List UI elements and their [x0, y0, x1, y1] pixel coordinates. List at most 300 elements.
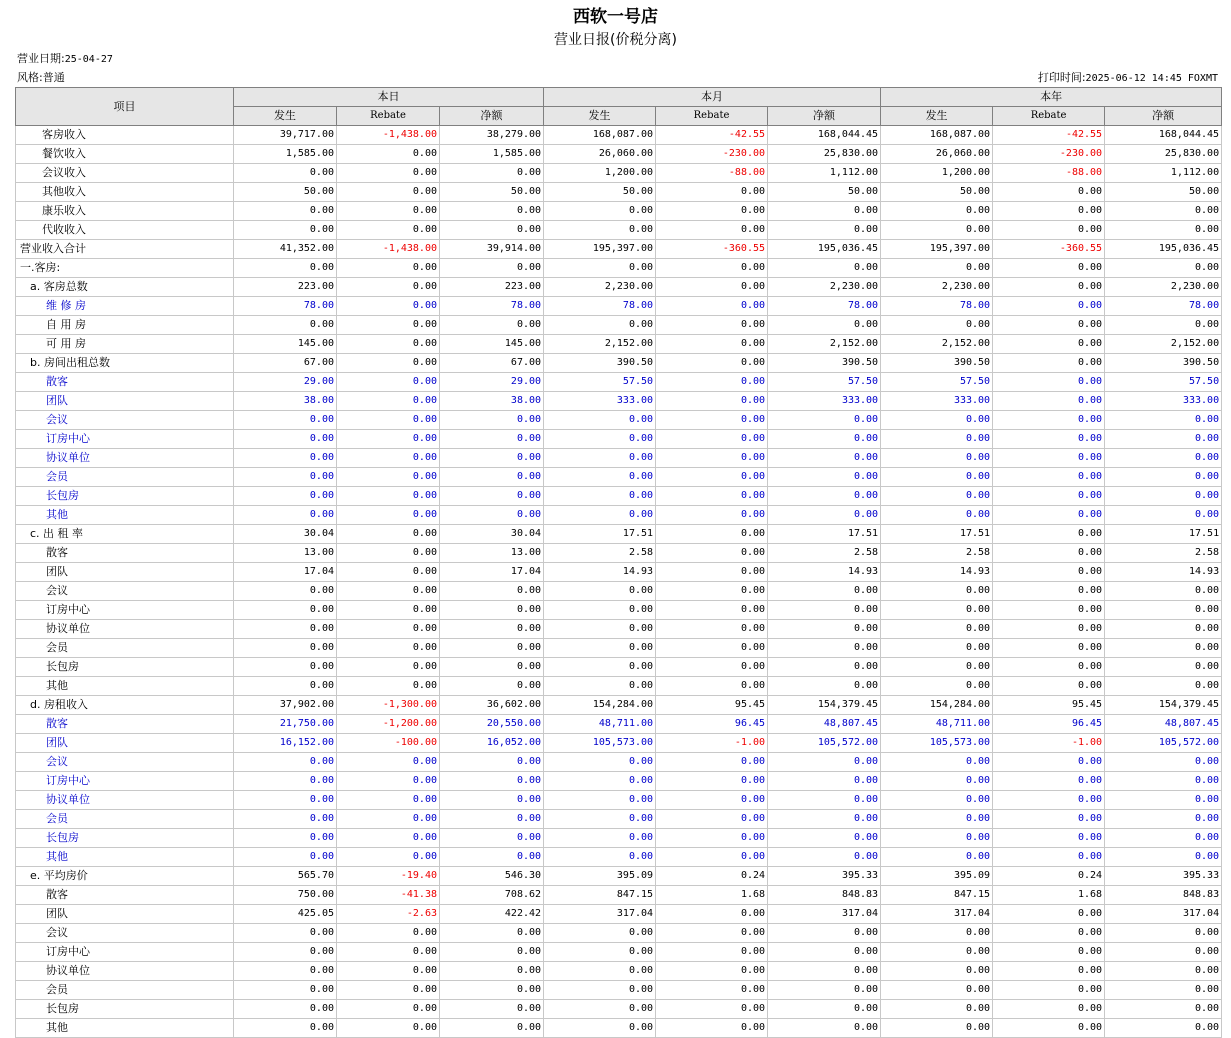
cell-value: 0.00	[544, 316, 656, 335]
cell-value: 0.00	[337, 297, 440, 316]
cell-value: 0.00	[337, 525, 440, 544]
table-row	[16, 544, 1222, 563]
table-row	[16, 734, 1222, 753]
cell-value: 0.00	[544, 601, 656, 620]
cell-value: 0.00	[1105, 487, 1222, 506]
cell-value: 96.45	[656, 715, 768, 734]
cell-value: 0.00	[881, 411, 993, 430]
cell-value: 0.00	[337, 563, 440, 582]
cell-value: -360.55	[993, 240, 1105, 259]
cell-value: 0.00	[656, 924, 768, 943]
cell-value: 0.00	[656, 525, 768, 544]
cell-value: -230.00	[993, 145, 1105, 164]
table-row	[16, 791, 1222, 810]
cell-value: 0.00	[656, 278, 768, 297]
table-row	[16, 905, 1222, 924]
cell-value: 0.00	[656, 639, 768, 658]
cell-value: 26,060.00	[881, 145, 993, 164]
cell-value: 0.00	[993, 468, 1105, 487]
cell-value: 0.00	[768, 202, 881, 221]
cell-value: 0.00	[234, 677, 337, 696]
cell-value: 0.00	[337, 1000, 440, 1019]
cell-value: 0.00	[656, 582, 768, 601]
cell-value: 13.00	[234, 544, 337, 563]
cell-value: 333.00	[544, 392, 656, 411]
cell-value: 0.00	[544, 791, 656, 810]
cell-value: 21,750.00	[234, 715, 337, 734]
cell-value: 0.00	[1105, 962, 1222, 981]
cell-value: 390.50	[1105, 354, 1222, 373]
cell-value: 168,087.00	[544, 126, 656, 145]
group-header-year: 本年	[881, 88, 1222, 107]
cell-value: 0.00	[234, 829, 337, 848]
cell-value: 0.00	[656, 183, 768, 202]
table-row	[16, 373, 1222, 392]
row-label: 康乐收入	[16, 202, 234, 221]
table-row	[16, 582, 1222, 601]
cell-value: 168,044.45	[768, 126, 881, 145]
cell-value: 0.00	[993, 563, 1105, 582]
table-row	[16, 677, 1222, 696]
cell-value: 223.00	[440, 278, 544, 297]
cell-value: 0.00	[440, 316, 544, 335]
cell-value: 317.04	[768, 905, 881, 924]
row-label: 维 修 房	[16, 297, 234, 316]
business-date-label: 营业日期:	[17, 52, 65, 65]
cell-value: 0.00	[440, 848, 544, 867]
row-label: 其他	[16, 1019, 234, 1038]
cell-value: 0.00	[768, 677, 881, 696]
cell-value: 0.00	[881, 601, 993, 620]
cell-value: 17.51	[1105, 525, 1222, 544]
row-label: 会议	[16, 924, 234, 943]
cell-value: 0.00	[1105, 639, 1222, 658]
cell-value: 0.00	[337, 829, 440, 848]
cell-value: 0.00	[881, 316, 993, 335]
cell-value: 30.04	[234, 525, 337, 544]
cell-value: 0.00	[993, 905, 1105, 924]
table-row	[16, 924, 1222, 943]
cell-value: 0.00	[881, 202, 993, 221]
cell-value: 0.00	[656, 1019, 768, 1038]
cell-value: 0.00	[544, 981, 656, 1000]
cell-value: 1,112.00	[1105, 164, 1222, 183]
cell-value: 0.00	[234, 620, 337, 639]
cell-value: 847.15	[881, 886, 993, 905]
cell-value: 0.00	[768, 924, 881, 943]
cell-value: 0.00	[544, 221, 656, 240]
cell-value: 0.00	[337, 145, 440, 164]
cell-value: 0.00	[234, 506, 337, 525]
cell-value: 154,284.00	[544, 696, 656, 715]
cell-value: 0.00	[993, 848, 1105, 867]
cell-value: 0.00	[656, 221, 768, 240]
item-column-header: 项目	[16, 88, 234, 126]
cell-value: 0.00	[544, 1000, 656, 1019]
cell-value: 0.00	[993, 810, 1105, 829]
cell-value: 17.51	[881, 525, 993, 544]
cell-value: 0.00	[993, 449, 1105, 468]
cell-value: 48,711.00	[544, 715, 656, 734]
table-row	[16, 658, 1222, 677]
cell-value: 0.00	[881, 943, 993, 962]
row-label: 订房中心	[16, 772, 234, 791]
cell-value: 57.50	[768, 373, 881, 392]
cell-value: 0.00	[1105, 1019, 1222, 1038]
cell-value: 0.00	[234, 791, 337, 810]
cell-value: 0.00	[440, 1000, 544, 1019]
cell-value: 0.00	[993, 525, 1105, 544]
cell-value: 0.00	[993, 924, 1105, 943]
cell-value: 0.00	[768, 430, 881, 449]
cell-value: 0.00	[234, 1000, 337, 1019]
cell-value: 0.00	[768, 259, 881, 278]
cell-value: 0.00	[234, 753, 337, 772]
table-row	[16, 829, 1222, 848]
cell-value: 2,230.00	[1105, 278, 1222, 297]
cell-value: 0.00	[544, 943, 656, 962]
cell-value: 57.50	[544, 373, 656, 392]
cell-value: 0.00	[1105, 221, 1222, 240]
cell-value: 708.62	[440, 886, 544, 905]
cell-value: 0.00	[234, 848, 337, 867]
cell-value: 395.33	[768, 867, 881, 886]
cell-value: 105,573.00	[881, 734, 993, 753]
table-row	[16, 240, 1222, 259]
cell-value: -1.00	[993, 734, 1105, 753]
cell-value: 0.00	[544, 582, 656, 601]
table-row	[16, 601, 1222, 620]
cell-value: 0.00	[656, 354, 768, 373]
table-row	[16, 316, 1222, 335]
sub-header-rebate: Rebate	[993, 107, 1105, 126]
cell-value: 317.04	[544, 905, 656, 924]
cell-value: 0.00	[768, 981, 881, 1000]
row-label: 团队	[16, 734, 234, 753]
cell-value: 395.33	[1105, 867, 1222, 886]
cell-value: 0.00	[544, 620, 656, 639]
cell-value: 0.00	[544, 468, 656, 487]
cell-value: 0.00	[656, 468, 768, 487]
cell-value: 0.00	[881, 1019, 993, 1038]
table-row	[16, 145, 1222, 164]
table-row	[16, 886, 1222, 905]
cell-value: -42.55	[656, 126, 768, 145]
cell-value: 17.04	[440, 563, 544, 582]
cell-value: 2.58	[544, 544, 656, 563]
cell-value: 0.00	[234, 164, 337, 183]
cell-value: 0.00	[656, 620, 768, 639]
cell-value: 0.00	[440, 772, 544, 791]
table-row	[16, 563, 1222, 582]
hotel-name: 西软一号店	[573, 7, 658, 27]
cell-value: 14.93	[768, 563, 881, 582]
cell-value: 67.00	[440, 354, 544, 373]
sub-header-net: 净额	[1105, 107, 1222, 126]
table-row	[16, 221, 1222, 240]
row-label: 散客	[16, 544, 234, 563]
cell-value: 0.00	[440, 924, 544, 943]
cell-value: 0.00	[234, 468, 337, 487]
report-body	[16, 126, 1222, 1038]
cell-value: 154,379.45	[768, 696, 881, 715]
cell-value: 0.00	[440, 259, 544, 278]
cell-value: 0.00	[993, 962, 1105, 981]
sub-header-occurred: 发生	[234, 107, 337, 126]
table-row	[16, 392, 1222, 411]
cell-value: 0.00	[993, 1019, 1105, 1038]
cell-value: 0.00	[234, 1019, 337, 1038]
cell-value: 0.00	[881, 829, 993, 848]
cell-value: -230.00	[656, 145, 768, 164]
report-style-value: 普通	[42, 71, 65, 84]
cell-value: 2,152.00	[881, 335, 993, 354]
row-label: 一.客房:	[16, 259, 234, 278]
cell-value: 0.00	[234, 487, 337, 506]
cell-value: 0.00	[440, 810, 544, 829]
cell-value: 0.00	[1105, 316, 1222, 335]
cell-value: 0.00	[1105, 981, 1222, 1000]
cell-value: 422.42	[440, 905, 544, 924]
cell-value: 333.00	[768, 392, 881, 411]
cell-value: 14.93	[881, 563, 993, 582]
cell-value: 0.00	[1105, 924, 1222, 943]
cell-value: 0.00	[440, 487, 544, 506]
cell-value: 333.00	[881, 392, 993, 411]
cell-value: 0.00	[337, 316, 440, 335]
row-label: a. 客房总数	[16, 278, 234, 297]
cell-value: 0.00	[656, 772, 768, 791]
cell-value: 395.09	[544, 867, 656, 886]
cell-value: 0.00	[544, 202, 656, 221]
cell-value: 1,200.00	[881, 164, 993, 183]
cell-value: 0.00	[337, 392, 440, 411]
cell-value: 0.00	[234, 601, 337, 620]
cell-value: 48,807.45	[768, 715, 881, 734]
cell-value: 20,550.00	[440, 715, 544, 734]
cell-value: 390.50	[768, 354, 881, 373]
cell-value: 168,087.00	[881, 126, 993, 145]
row-label: 餐饮收入	[16, 145, 234, 164]
cell-value: 0.00	[440, 202, 544, 221]
sub-header-rebate: Rebate	[337, 107, 440, 126]
cell-value: 0.00	[440, 981, 544, 1000]
cell-value: 0.00	[440, 962, 544, 981]
cell-value: 41,352.00	[234, 240, 337, 259]
cell-value: 0.00	[1105, 259, 1222, 278]
cell-value: 0.00	[1105, 1000, 1222, 1019]
cell-value: 0.00	[768, 620, 881, 639]
table-row	[16, 354, 1222, 373]
cell-value: 0.00	[1105, 620, 1222, 639]
cell-value: 0.00	[440, 449, 544, 468]
cell-value: 0.00	[544, 411, 656, 430]
cell-value: 333.00	[1105, 392, 1222, 411]
cell-value: 565.70	[234, 867, 337, 886]
table-row	[16, 810, 1222, 829]
cell-value: 0.00	[234, 259, 337, 278]
cell-value: 0.00	[656, 753, 768, 772]
cell-value: 0.00	[656, 506, 768, 525]
cell-value: 0.00	[440, 943, 544, 962]
cell-value: 38.00	[234, 392, 337, 411]
cell-value: 0.00	[234, 658, 337, 677]
cell-value: 50.00	[768, 183, 881, 202]
cell-value: 0.00	[993, 411, 1105, 430]
cell-value: 0.00	[440, 1019, 544, 1038]
row-label: c. 出 租 率	[16, 525, 234, 544]
table-row	[16, 335, 1222, 354]
cell-value: 39,914.00	[440, 240, 544, 259]
cell-value: 848.83	[1105, 886, 1222, 905]
cell-value: 0.00	[440, 658, 544, 677]
cell-value: 0.00	[656, 601, 768, 620]
cell-value: 0.00	[337, 449, 440, 468]
cell-value: 0.00	[768, 316, 881, 335]
cell-value: 17.51	[544, 525, 656, 544]
cell-value: 0.00	[544, 639, 656, 658]
cell-value: 0.00	[768, 582, 881, 601]
table-row	[16, 867, 1222, 886]
cell-value: 37,902.00	[234, 696, 337, 715]
cell-value: 0.00	[656, 544, 768, 563]
cell-value: 395.09	[881, 867, 993, 886]
cell-value: 0.00	[544, 848, 656, 867]
cell-value: 0.00	[993, 259, 1105, 278]
cell-value: 30.04	[440, 525, 544, 544]
cell-value: 0.00	[768, 1000, 881, 1019]
cell-value: 0.00	[544, 1019, 656, 1038]
cell-value: 50.00	[234, 183, 337, 202]
cell-value: 2,230.00	[544, 278, 656, 297]
cell-value: 0.00	[656, 430, 768, 449]
cell-value: 0.00	[440, 601, 544, 620]
cell-value: 0.00	[337, 753, 440, 772]
cell-value: 0.00	[544, 259, 656, 278]
cell-value: 0.00	[768, 449, 881, 468]
cell-value: 0.00	[544, 506, 656, 525]
cell-value: -88.00	[993, 164, 1105, 183]
cell-value: 0.00	[656, 563, 768, 582]
business-date-value: 25-04-27	[64, 54, 113, 65]
cell-value: -42.55	[993, 126, 1105, 145]
cell-value: 0.00	[993, 183, 1105, 202]
cell-value: 0.00	[544, 677, 656, 696]
cell-value: 0.00	[440, 582, 544, 601]
cell-value: 750.00	[234, 886, 337, 905]
row-label: 其他	[16, 848, 234, 867]
cell-value: 0.00	[544, 658, 656, 677]
cell-value: 0.00	[768, 753, 881, 772]
cell-value: 195,397.00	[881, 240, 993, 259]
cell-value: 0.00	[337, 373, 440, 392]
cell-value: 195,036.45	[1105, 240, 1222, 259]
row-label: 团队	[16, 905, 234, 924]
row-label: 散客	[16, 373, 234, 392]
cell-value: 0.00	[440, 430, 544, 449]
row-label: 代收收入	[16, 221, 234, 240]
daily-report-table	[15, 87, 1222, 1038]
cell-value: 0.00	[656, 373, 768, 392]
cell-value: 25,830.00	[768, 145, 881, 164]
cell-value: 0.00	[993, 677, 1105, 696]
row-label: 订房中心	[16, 943, 234, 962]
cell-value: 0.00	[1105, 430, 1222, 449]
report-style	[17, 71, 65, 85]
cell-value: 195,036.45	[768, 240, 881, 259]
cell-value: 2,230.00	[881, 278, 993, 297]
cell-value: 0.00	[993, 392, 1105, 411]
table-row	[16, 126, 1222, 145]
cell-value: 0.00	[881, 772, 993, 791]
cell-value: 16,052.00	[440, 734, 544, 753]
cell-value: -1,200.00	[337, 715, 440, 734]
row-label: 协议单位	[16, 449, 234, 468]
cell-value: 0.00	[234, 316, 337, 335]
cell-value: 0.00	[993, 316, 1105, 335]
cell-value: 0.00	[337, 354, 440, 373]
table-row	[16, 1019, 1222, 1038]
cell-value: 0.00	[337, 658, 440, 677]
cell-value: 0.00	[881, 848, 993, 867]
cell-value: 0.00	[881, 658, 993, 677]
cell-value: 0.00	[656, 658, 768, 677]
cell-value: 0.00	[881, 924, 993, 943]
cell-value: 0.00	[993, 354, 1105, 373]
cell-value: 0.00	[337, 202, 440, 221]
cell-value: 0.00	[656, 981, 768, 1000]
cell-value: 0.00	[234, 202, 337, 221]
cell-value: 0.00	[1105, 582, 1222, 601]
cell-value: 0.00	[993, 278, 1105, 297]
cell-value: 0.00	[234, 924, 337, 943]
cell-value: 0.00	[993, 221, 1105, 240]
table-row	[16, 962, 1222, 981]
cell-value: 0.00	[768, 962, 881, 981]
business-date	[17, 52, 113, 67]
cell-value: 0.00	[440, 791, 544, 810]
cell-value: 0.00	[881, 487, 993, 506]
cell-value: -1,438.00	[337, 240, 440, 259]
sub-header-net: 净额	[440, 107, 544, 126]
cell-value: 0.00	[656, 487, 768, 506]
cell-value: 29.00	[440, 373, 544, 392]
table-row	[16, 639, 1222, 658]
table-row	[16, 696, 1222, 715]
cell-value: -19.40	[337, 867, 440, 886]
cell-value: 0.00	[234, 962, 337, 981]
table-row	[16, 259, 1222, 278]
cell-value: 0.00	[337, 601, 440, 620]
row-label: e. 平均房价	[16, 867, 234, 886]
cell-value: 0.00	[993, 430, 1105, 449]
sub-header-occurred: 发生	[881, 107, 993, 126]
cell-value: 0.00	[881, 791, 993, 810]
cell-value: 0.00	[656, 791, 768, 810]
cell-value: 0.00	[881, 259, 993, 278]
cell-value: -41.38	[337, 886, 440, 905]
cell-value: 0.00	[544, 772, 656, 791]
cell-value: 0.00	[234, 810, 337, 829]
cell-value: 50.00	[1105, 183, 1222, 202]
cell-value: 0.00	[881, 221, 993, 240]
cell-value: 39,717.00	[234, 126, 337, 145]
cell-value: 38.00	[440, 392, 544, 411]
cell-value: 2.58	[1105, 544, 1222, 563]
report-style-label: 风格:	[17, 71, 43, 84]
cell-value: 0.00	[337, 962, 440, 981]
cell-value: 0.00	[337, 848, 440, 867]
